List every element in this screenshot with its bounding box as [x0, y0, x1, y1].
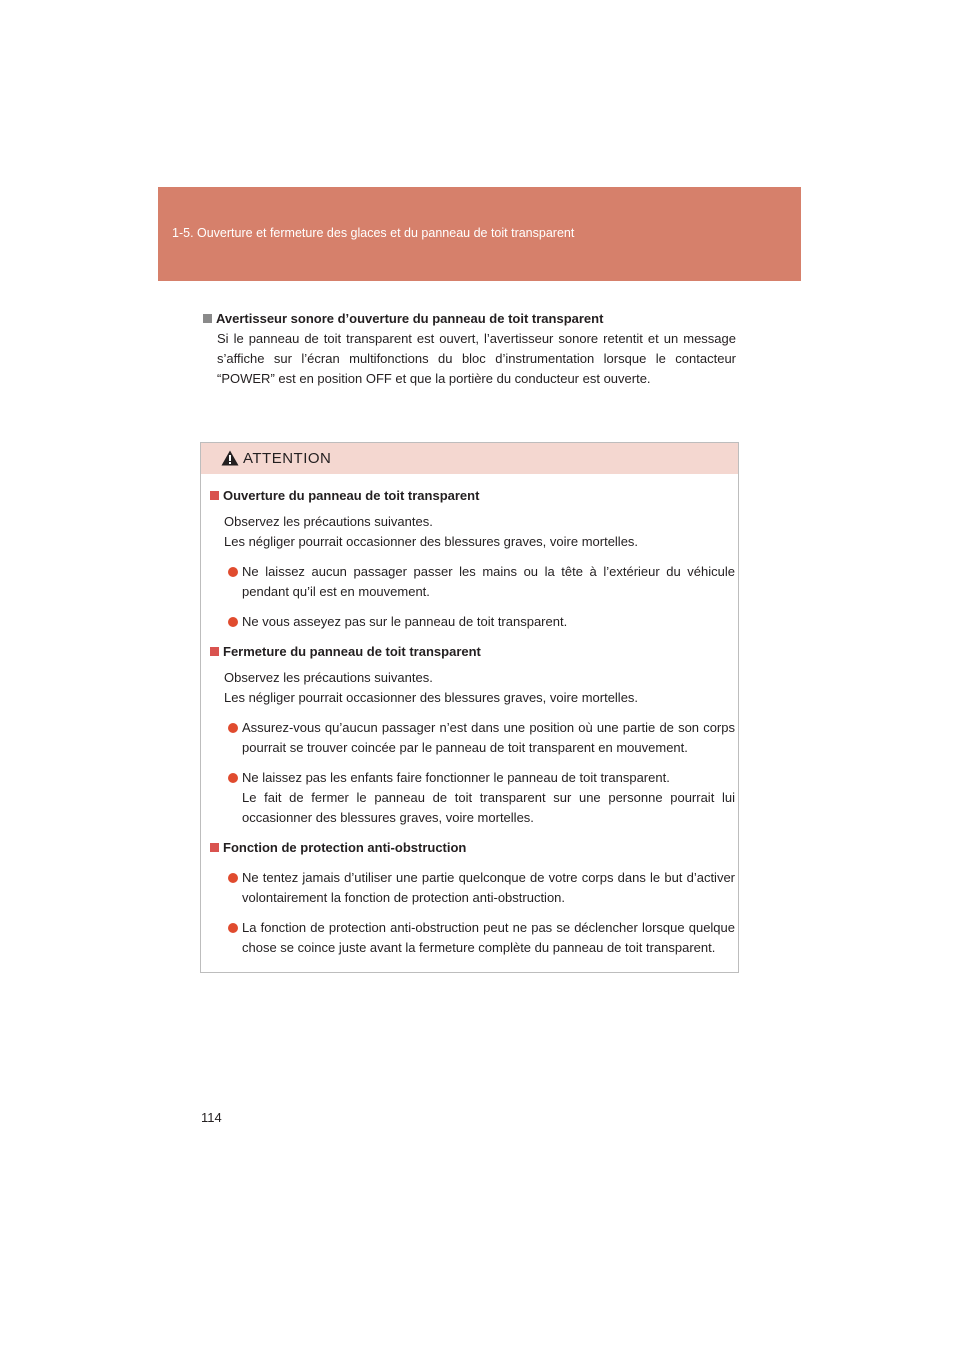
warning-bullet: [242, 562, 735, 602]
warning-bullet-continuation: Le fait de fermer le panneau de toit transparent sur une personne pourrait lui occasionner des blessures graves, voire mortelles.: [242, 790, 735, 825]
warning-bullet-text: Ne laissez pas les enfants faire fonctionner le panneau de toit transparent.: [242, 770, 670, 785]
bullet-dot-icon: [228, 723, 238, 733]
square-bullet-icon: [210, 843, 219, 852]
page-number: 114: [201, 1110, 222, 1125]
bullet-dot-icon: [228, 873, 238, 883]
warning-bullet-text: Assurez-vous qu’aucun passager n’est dans une position où une partie de son corps pourrait se trouver coincée par le panneau de toit transparent en mouvement.: [242, 720, 735, 755]
warning-lead: Les négliger pourrait occasionner des blessures graves, voire mortelles.: [224, 534, 639, 549]
square-bullet-icon: [210, 491, 219, 500]
warning-title: ATTENTION: [243, 450, 332, 467]
warning-body: [210, 486, 735, 958]
warning-bullet: [242, 768, 735, 828]
intro-heading: [203, 309, 736, 329]
warning-triangle-icon: [221, 450, 239, 466]
intro-section: [203, 309, 736, 389]
warning-lead: Les négliger pourrait occasionner des blessures graves, voire mortelles.: [224, 690, 639, 705]
square-bullet-icon: [203, 314, 212, 323]
warning-section-heading: [210, 838, 735, 858]
section-title: 1-5. Ouverture et fermeture des glaces et du panneau de toit transparent: [172, 226, 575, 240]
section-header-band: [158, 187, 801, 281]
warning-bullet: [242, 918, 735, 958]
bullet-dot-icon: [228, 773, 238, 783]
intro-heading-text: Avertisseur sonore d’ouverture du panneau de toit transparent: [216, 311, 604, 326]
warning-section-heading-text: Ouverture du panneau de toit transparent: [223, 488, 480, 503]
warning-bullet-text: La fonction de protection anti-obstruction peut ne pas se déclencher lorsque quelque chose se coince juste avant la fermeture complète du panneau de toit transparent.: [242, 920, 735, 955]
warning-section-heading-text: Fermeture du panneau de toit transparent: [223, 644, 481, 659]
warning-bullet: [242, 868, 735, 908]
warning-lead: Observez les précautions suivantes.: [224, 514, 433, 529]
square-bullet-icon: [210, 647, 219, 656]
warning-lead: Observez les précautions suivantes.: [224, 670, 433, 685]
bullet-dot-icon: [228, 923, 238, 933]
warning-section-heading-text: Fonction de protection anti-obstruction: [223, 840, 467, 855]
warning-bullet-text: Ne laissez aucun passager passer les mains ou la tête à l’extérieur du véhicule pendant qu’il est en mouvement.: [242, 564, 735, 599]
bullet-dot-icon: [228, 567, 238, 577]
warning-bullet-text: Ne vous asseyez pas sur le panneau de toit transparent.: [242, 614, 568, 629]
warning-box: [200, 442, 739, 973]
bullet-dot-icon: [228, 617, 238, 627]
warning-bullet: [242, 612, 735, 632]
warning-section-heading: [210, 486, 735, 506]
intro-paragraph: Si le panneau de toit transparent est ouvert, l’avertisseur sonore retentit et un message s’affiche sur l’écran multifonctions du bloc d’instrumentation lorsque le contacteur “POWER” est en position OFF et que la portière du conducteur est ouverte.: [217, 331, 736, 386]
warning-bullet: [242, 718, 735, 758]
warning-bullet-text: Ne tentez jamais d’utiliser une partie quelconque de votre corps dans le but d’activer volontairement la fonction de protection anti-obstruction.: [242, 870, 735, 905]
warning-section-heading: [210, 642, 735, 662]
warning-header: [201, 443, 738, 474]
